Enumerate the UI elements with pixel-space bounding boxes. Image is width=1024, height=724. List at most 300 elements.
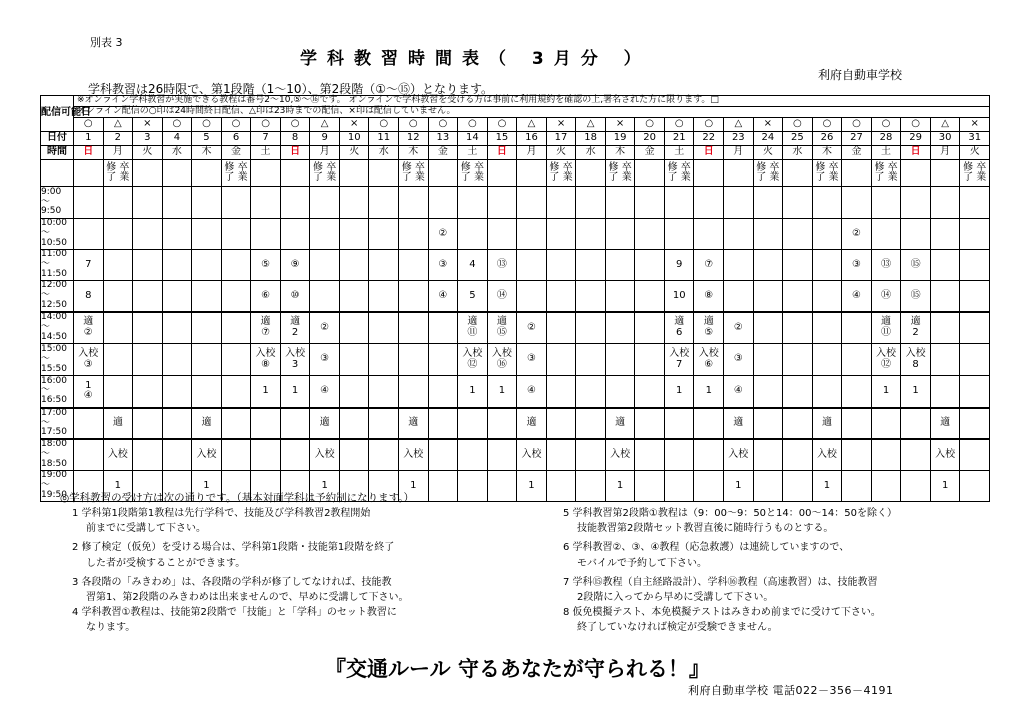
online-mark: ○ [74, 118, 104, 132]
schedule-table [40, 95, 990, 502]
slot-cell [517, 281, 547, 312]
slot-cell [842, 312, 872, 344]
slot-cell [930, 187, 960, 219]
slot-cell: 1 [280, 376, 310, 408]
slot-cell [901, 471, 931, 502]
slot-cell [546, 250, 576, 281]
online-label: 配信可能日 [41, 96, 74, 132]
shusotsu-2: 了 業 [313, 172, 337, 183]
slot-entry-bottom: ⑯ [496, 358, 507, 370]
online-mark: ○ [871, 118, 901, 132]
note-7b: 2段階に入ってから早めに受講して下さい。 [577, 592, 774, 604]
note-6b: モバイルで予約して下さい。 [577, 557, 707, 569]
slot-cell: 7 [74, 250, 104, 281]
slot-cell [664, 219, 694, 250]
slot-cell [251, 219, 281, 250]
slot-cell: 4 [458, 250, 488, 281]
slot-cell [133, 376, 163, 408]
slot-cell [753, 187, 783, 219]
slot-cell: ⑦ [694, 250, 724, 281]
time-sep: ～ [41, 259, 51, 270]
slot-entry-bottom: 8 [912, 358, 919, 370]
slot-cell [694, 408, 724, 440]
date-cell: 30 [930, 132, 960, 146]
graduation-cell [664, 160, 694, 187]
graduation-cell [487, 160, 517, 187]
online-note-1: ※オンライン学科教習が実施できる教程は番号2～10,⑤～⑯です。 オンラインで学科教習を受ける方は事前に利用規約を確認の上,署名された方に限ります。□ [74, 96, 990, 107]
date-cell: 2 [103, 132, 133, 146]
shusotsu-1: 修 卒 [874, 161, 898, 173]
slot-cell: 入校 [517, 439, 547, 470]
slot-cell [339, 250, 369, 281]
slot-cell [694, 219, 724, 250]
slot-cell [103, 344, 133, 376]
slot-cell [576, 408, 606, 440]
slot-cell: 5 [458, 281, 488, 312]
slot-cell [339, 219, 369, 250]
slot-cell [635, 187, 665, 219]
slot-cell [369, 439, 399, 470]
slot-cell [664, 408, 694, 440]
slot-cell [74, 408, 104, 440]
slot-cell [960, 471, 990, 502]
slot-cell [369, 344, 399, 376]
shusotsu-2: 了 業 [815, 172, 839, 183]
weekday-cell: 土 [251, 146, 281, 160]
slot-cell: 入校 [812, 439, 842, 470]
slot-cell [399, 250, 429, 281]
slot-cell [399, 219, 429, 250]
shusotsu-2: 了 業 [874, 172, 898, 183]
slot-cell [339, 312, 369, 344]
slot-cell [280, 344, 310, 376]
shusotsu-2: 了 業 [667, 172, 691, 183]
slot-entry-bottom: ⑪ [467, 326, 478, 338]
slot-cell [783, 281, 813, 312]
slot-cell [280, 439, 310, 470]
slot-cell [930, 250, 960, 281]
slot-cell [192, 344, 222, 376]
slot-cell [812, 250, 842, 281]
slot-cell [871, 187, 901, 219]
shusotsu-2: 了 業 [401, 172, 425, 183]
slot-cell: ② [428, 219, 458, 250]
slot-cell [576, 250, 606, 281]
slot-cell [783, 312, 813, 344]
date-cell: 14 [458, 132, 488, 146]
slot-cell [133, 250, 163, 281]
school-name: 利府自動車学校 [818, 68, 903, 82]
note-3b: 習第1、第2段階のみきわめは出来ませんので、早めに受講して下さい。 [86, 592, 409, 604]
slot-cell: 適 [310, 408, 340, 440]
slot-cell [901, 439, 931, 470]
slot-cell [428, 376, 458, 408]
shusotsu-1: 修 卒 [460, 161, 484, 173]
online-mark: ○ [487, 118, 517, 132]
slot-cell: 1 [901, 376, 931, 408]
weekday-cell: 火 [546, 146, 576, 160]
graduation-cell [133, 160, 163, 187]
shusotsu-2: 了 業 [460, 172, 484, 183]
slot-cell [74, 187, 104, 219]
slot-cell [576, 187, 606, 219]
graduation-cell [103, 160, 133, 187]
date-cell: 1 [74, 132, 104, 146]
shusotsu-1: 修 卒 [106, 161, 130, 173]
online-mark: × [605, 118, 635, 132]
slot-cell: 10 [664, 281, 694, 312]
slot-cell: ③ [842, 250, 872, 281]
slot-entry-top: 入校 [285, 348, 306, 360]
time-sep: ～ [41, 228, 51, 239]
weekday-cell: 日 [280, 146, 310, 160]
slot-cell [694, 187, 724, 219]
slot-cell [635, 344, 665, 376]
slot-cell [280, 219, 310, 250]
slot-cell [369, 312, 399, 344]
slot-cell [812, 219, 842, 250]
slot-entry-top: 入校 [462, 348, 483, 360]
weekday-cell: 金 [428, 146, 458, 160]
slot-cell [930, 312, 960, 344]
weekday-cell: 水 [369, 146, 399, 160]
time-sep: ～ [41, 321, 51, 332]
time-end: 16:50 [41, 395, 67, 406]
online-mark: △ [517, 118, 547, 132]
slot-cell [842, 471, 872, 502]
slot-entry-top: 適 [496, 316, 507, 328]
slot-cell [369, 219, 399, 250]
date-cell: 26 [812, 132, 842, 146]
time-sep: ～ [41, 196, 51, 207]
slot-cell [162, 439, 192, 470]
slot-cell: ② [724, 312, 754, 344]
slot-cell [871, 439, 901, 470]
slot-cell [605, 376, 635, 408]
slot-cell [369, 376, 399, 408]
graduation-cell [221, 160, 251, 187]
online-mark: × [133, 118, 163, 132]
slot-cell [960, 312, 990, 344]
date-cell: 8 [280, 132, 310, 146]
date-cell: 15 [487, 132, 517, 146]
slot-cell [812, 376, 842, 408]
online-mark: ○ [812, 118, 842, 132]
slot-cell [960, 219, 990, 250]
slot-cell [871, 344, 901, 376]
shusotsu-2: 了 業 [549, 172, 573, 183]
date-cell: 16 [517, 132, 547, 146]
slot-cell: ② [310, 312, 340, 344]
weekday-cell: 月 [310, 146, 340, 160]
time-end: 10:50 [41, 237, 67, 248]
slot-cell [576, 439, 606, 470]
slot-cell: ⑥ [251, 281, 281, 312]
slot-cell: 9 [664, 250, 694, 281]
time-slot-label [41, 281, 74, 312]
date-cell: 17 [546, 132, 576, 146]
note-1b: 前までに受講して下さい。 [86, 523, 206, 535]
slogan: 『交通ルール 守るあなたが守られる！』 [325, 657, 710, 681]
slot-cell [842, 344, 872, 376]
slot-cell: 1 [605, 471, 635, 502]
time-sep: ～ [41, 479, 51, 490]
weekday-cell: 日 [694, 146, 724, 160]
online-mark: ○ [694, 118, 724, 132]
note-1a: 1 学科第1段階第1教程は先行学科で、技能及び学科教習2教程開始 [72, 508, 371, 519]
slot-cell [487, 187, 517, 219]
slot-cell [753, 376, 783, 408]
slot-entry-top: 入校 [255, 348, 276, 360]
slot-cell [605, 250, 635, 281]
beppyo-label: 別表 3 [90, 36, 123, 49]
weekday-cell: 月 [724, 146, 754, 160]
date-cell: 20 [635, 132, 665, 146]
slot-cell [605, 187, 635, 219]
date-cell: 22 [694, 132, 724, 146]
slot-cell: 8 [74, 281, 104, 312]
notes-left [72, 506, 462, 640]
slot-cell [458, 312, 488, 344]
slot-cell: 1 [399, 471, 429, 502]
graduation-cell [930, 160, 960, 187]
slot-cell [487, 344, 517, 376]
slot-cell [753, 344, 783, 376]
time-slot-label [41, 219, 74, 250]
time-start: 18:00 [41, 439, 67, 450]
slot-cell [960, 376, 990, 408]
weekday-cell: 火 [960, 146, 990, 160]
slot-cell [221, 439, 251, 470]
slot-entry-top: 適 [83, 316, 94, 328]
note-8a: 8 仮免模擬テスト、本免模擬テストはみきわめ前までに受けて下さい。 [563, 607, 881, 619]
slot-cell [74, 219, 104, 250]
slot-cell [694, 312, 724, 344]
slot-cell [842, 376, 872, 408]
slot-cell [162, 376, 192, 408]
slot-entry-bottom: 2 [291, 326, 299, 338]
slot-cell [517, 250, 547, 281]
slot-cell: 入校 [605, 439, 635, 470]
slot-entry-top: 入校 [876, 348, 897, 360]
online-mark: ○ [221, 118, 251, 132]
online-mark: ○ [901, 118, 931, 132]
slot-entry-top: 入校 [669, 348, 690, 360]
time-end: 19:50 [41, 489, 67, 500]
slot-cell [74, 312, 104, 344]
time-end: 18:50 [41, 459, 67, 470]
slot-cell [103, 187, 133, 219]
slot-cell [162, 187, 192, 219]
graduation-cell [280, 160, 310, 187]
slot-cell [635, 250, 665, 281]
graduation-cell [428, 160, 458, 187]
slot-cell [310, 187, 340, 219]
date-cell: 9 [310, 132, 340, 146]
slot-cell: 1 [310, 471, 340, 502]
slot-entry-bottom: 3 [291, 358, 299, 370]
weekday-cell: 土 [458, 146, 488, 160]
slot-cell: ④ [428, 281, 458, 312]
note-4b: なります。 [86, 622, 136, 634]
slot-cell [576, 219, 606, 250]
graduation-cell [960, 160, 990, 187]
slot-cell [664, 439, 694, 470]
slot-cell [901, 312, 931, 344]
slot-cell [192, 250, 222, 281]
slot-cell: 1 [192, 471, 222, 502]
slot-cell: 適 [192, 408, 222, 440]
slot-cell: ⑧ [694, 281, 724, 312]
date-cell: 28 [871, 132, 901, 146]
slot-cell: 入校 [399, 439, 429, 470]
slot-cell [458, 344, 488, 376]
slot-cell [605, 312, 635, 344]
slot-cell: 1 [871, 376, 901, 408]
slot-cell [724, 281, 754, 312]
slot-cell: ② [842, 219, 872, 250]
slot-cell [133, 439, 163, 470]
slot-entry-bottom: ⑫ [467, 358, 478, 370]
slot-cell: ④ [310, 376, 340, 408]
slot-entry-bottom: ⑧ [261, 358, 271, 370]
slot-cell [694, 344, 724, 376]
graduation-cell [842, 160, 872, 187]
shusotsu-1: 修 卒 [963, 161, 987, 173]
slot-cell [162, 250, 192, 281]
slot-cell [753, 471, 783, 502]
slot-entry-top: 適 [260, 316, 271, 328]
slot-cell: 適 [930, 408, 960, 440]
slot-cell [192, 376, 222, 408]
slot-cell [221, 219, 251, 250]
online-mark: ○ [428, 118, 458, 132]
online-mark: △ [103, 118, 133, 132]
graduation-cell [517, 160, 547, 187]
slot-cell [783, 187, 813, 219]
time-end: 9:50 [41, 206, 62, 217]
slot-cell: ② [517, 312, 547, 344]
slot-cell: 入校 [724, 439, 754, 470]
slot-cell [103, 281, 133, 312]
slot-cell: 1 [664, 376, 694, 408]
online-mark: ○ [635, 118, 665, 132]
online-mark: ○ [783, 118, 813, 132]
slot-cell [221, 408, 251, 440]
slot-cell [546, 376, 576, 408]
slot-cell [930, 219, 960, 250]
slot-cell: 1 [458, 376, 488, 408]
slot-cell [103, 312, 133, 344]
slot-cell [842, 408, 872, 440]
slot-cell [399, 312, 429, 344]
slot-entry-top: 適 [290, 316, 301, 328]
slot-cell [428, 344, 458, 376]
online-mark: ○ [280, 118, 310, 132]
slot-entry-top: 入校 [78, 348, 99, 360]
time-slot-label [41, 439, 74, 470]
online-mark: ○ [458, 118, 488, 132]
slot-cell [664, 187, 694, 219]
slot-cell [753, 250, 783, 281]
slot-cell: 1 [812, 471, 842, 502]
slot-cell: 1 [487, 376, 517, 408]
slot-entry-top: 適 [674, 316, 685, 328]
slot-cell [812, 187, 842, 219]
time-sep: ～ [41, 353, 51, 364]
date-cell: 13 [428, 132, 458, 146]
weekday-cell: 木 [192, 146, 222, 160]
slot-entry-top: 入校 [491, 348, 512, 360]
online-note-2: オンライン配信の○印は24時間終日配信、△印は23時までの配信、×印は配信していません。 [74, 107, 990, 118]
slot-entry-bottom: ⑪ [881, 326, 892, 338]
slot-cell: 入校 [103, 439, 133, 470]
slot-entry-bottom: 7 [676, 358, 683, 370]
online-mark: × [546, 118, 576, 132]
slot-cell [664, 312, 694, 344]
date-label: 日付 [41, 132, 74, 146]
weekday-cell: 火 [753, 146, 783, 160]
slot-cell [605, 344, 635, 376]
slot-cell [487, 471, 517, 502]
time-end: 14:50 [41, 331, 67, 342]
slot-cell [753, 312, 783, 344]
slot-cell [930, 344, 960, 376]
shusotsu-1: 修 卒 [401, 161, 425, 173]
slot-cell: ⑬ [871, 250, 901, 281]
slot-cell: ④ [724, 376, 754, 408]
slot-cell [635, 408, 665, 440]
online-mark: ○ [251, 118, 281, 132]
date-cell: 25 [783, 132, 813, 146]
slot-cell [960, 439, 990, 470]
slot-cell [901, 344, 931, 376]
slot-cell [635, 312, 665, 344]
slot-cell: ⑨ [280, 250, 310, 281]
slot-cell [546, 471, 576, 502]
slot-cell [635, 219, 665, 250]
intro-text: 学科教習は26時限で、第1段階（1～10）、第2段階（①～⑮）となります。 [88, 82, 494, 96]
slot-cell [339, 408, 369, 440]
slot-cell [339, 281, 369, 312]
graduation-cell [546, 160, 576, 187]
slot-cell [635, 281, 665, 312]
slot-cell: ⑮ [901, 281, 931, 312]
date-cell: 18 [576, 132, 606, 146]
slot-entry-bottom: ⑥ [704, 358, 714, 370]
slot-cell [546, 219, 576, 250]
slot-cell [428, 471, 458, 502]
slot-cell [310, 219, 340, 250]
slot-cell [783, 408, 813, 440]
slot-cell [221, 376, 251, 408]
slot-cell [576, 281, 606, 312]
slot-cell [546, 312, 576, 344]
slot-cell [546, 439, 576, 470]
online-mark: △ [310, 118, 340, 132]
slot-cell [783, 376, 813, 408]
slot-cell [428, 439, 458, 470]
slot-cell [901, 187, 931, 219]
graduation-cell [192, 160, 222, 187]
slot-cell [251, 439, 281, 470]
slot-cell [487, 439, 517, 470]
graduation-cell [339, 160, 369, 187]
slot-cell [74, 344, 104, 376]
time-sep: ～ [41, 449, 51, 460]
slot-cell [753, 281, 783, 312]
shusotsu-1: 修 卒 [549, 161, 573, 173]
